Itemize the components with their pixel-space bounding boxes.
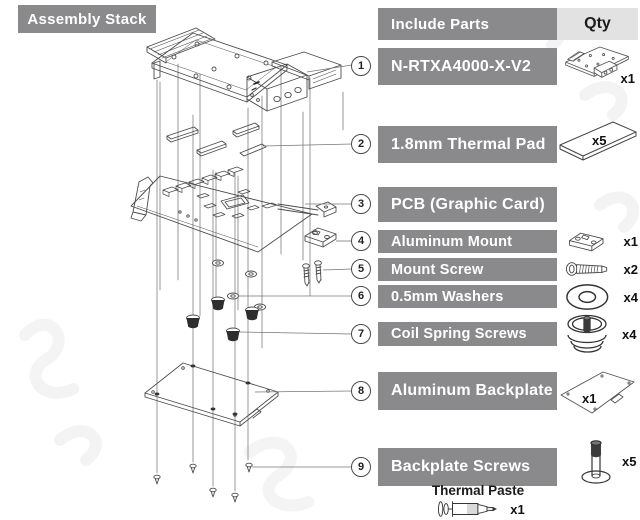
qty-cell-water-block bbox=[560, 42, 638, 88]
qty-count: x5 bbox=[592, 133, 607, 148]
part-label-washers: 0.5mm Washers bbox=[378, 285, 557, 308]
thermal-paste-label: Thermal Paste bbox=[431, 483, 525, 498]
coil-spring-screw-icon bbox=[562, 311, 612, 357]
aluminum-mount-icon bbox=[563, 228, 610, 255]
part-label-mount-screw: Mount Screw bbox=[378, 258, 557, 281]
mount-screw-icon bbox=[565, 259, 612, 279]
item-marker-1: 1 bbox=[351, 56, 371, 76]
qty-count: x2 bbox=[623, 261, 638, 277]
qty-cell-backplate bbox=[555, 367, 640, 419]
qty-count: x5 bbox=[622, 453, 637, 469]
thermal-paste-syringe-icon bbox=[431, 499, 503, 519]
part-label-coil-spring-screws: Coil Spring Screws bbox=[378, 322, 557, 346]
qty-count: x1 bbox=[510, 501, 525, 517]
backplate-icon bbox=[555, 367, 640, 419]
header-include-parts: Include Parts bbox=[378, 8, 557, 40]
item-marker-8: 8 bbox=[351, 381, 371, 401]
qty-count: x4 bbox=[622, 326, 637, 342]
part-label-water-block: N-RTXA4000-X-V2 bbox=[378, 48, 557, 85]
qty-cell-aluminum-mount bbox=[563, 228, 638, 255]
item-marker-2: 2 bbox=[351, 134, 371, 154]
item-marker-3: 3 bbox=[351, 194, 371, 214]
washer-icon bbox=[563, 282, 612, 312]
item-marker-7: 7 bbox=[351, 324, 371, 344]
item-marker-6: 6 bbox=[351, 286, 371, 306]
backplate-screw-icon bbox=[578, 436, 614, 486]
part-label-pcb: PCB (Graphic Card) bbox=[378, 187, 557, 222]
thermal-paste-section bbox=[396, 483, 560, 519]
qty-cell-washer bbox=[563, 282, 638, 312]
qty-cell-backplate-screw bbox=[578, 435, 638, 487]
qty-count: x1 bbox=[582, 391, 597, 406]
part-label-thermal-pad: 1.8mm Thermal Pad bbox=[378, 126, 557, 163]
qty-cell-thermal-pad bbox=[556, 115, 640, 166]
item-marker-4: 4 bbox=[351, 231, 371, 251]
qty-count: x4 bbox=[623, 289, 638, 305]
leader-lines bbox=[239, 65, 352, 467]
qty-cell-mount-screw bbox=[565, 259, 638, 279]
part-label-backplate-screws: Backplate Screws bbox=[378, 448, 557, 486]
item-marker-5: 5 bbox=[351, 259, 371, 279]
page-title: Assembly Stack bbox=[18, 5, 156, 33]
part-label-aluminum-mount: Aluminum Mount bbox=[378, 230, 557, 253]
part-label-backplate: Aluminum Backplate bbox=[378, 372, 557, 410]
item-marker-9: 9 bbox=[351, 457, 371, 477]
qty-cell-coil-spring-screw bbox=[562, 310, 638, 358]
qty-count: x1 bbox=[620, 71, 635, 86]
qty-count: x1 bbox=[623, 234, 638, 249]
header-qty: Qty bbox=[557, 8, 638, 40]
